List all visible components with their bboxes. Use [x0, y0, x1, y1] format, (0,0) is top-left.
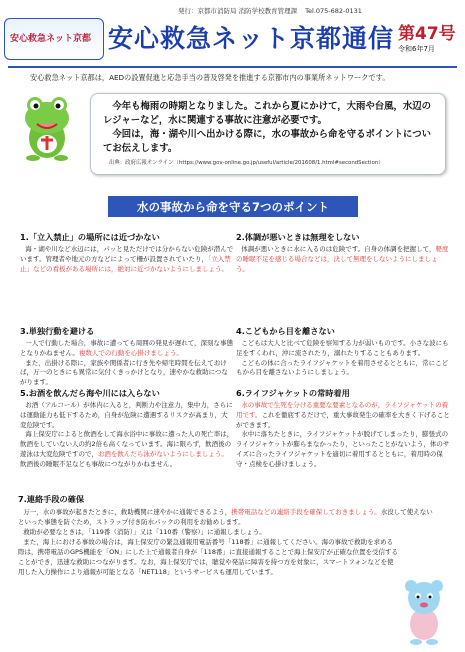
point-7-title: 7.連絡手段の確保	[18, 494, 85, 504]
point-7-highlight: 携帯電話などの連絡手段を確保しておきましょう。	[231, 508, 381, 516]
point-6-title: 6.ライフジャケットの常時着用	[236, 388, 350, 398]
point-6-text-2: 水中に落ちたときに，ライフジャケットが脱げてしまったり，膨張式のライフジャケットが膨らまなかったり，といったことがないよう，体のサイズに合ったライフジャケットを適切に着用するとともに，着用時の保守・点検を心掛けましょう。	[236, 430, 450, 468]
message-box	[90, 93, 446, 175]
issue-number: 第47号	[398, 24, 456, 44]
point-5-body	[20, 430, 234, 469]
point-6-text: これを徹底するだけで，重大事故発生の確率を大きく下げることができます。	[236, 410, 450, 429]
point-7	[18, 494, 438, 577]
point-1-body	[20, 245, 234, 274]
point-5-text-3: 飲酒後の睡眠不足なども事故につながりかねません。	[20, 459, 177, 468]
point-3-text-2: また，出掛ける際に，家族や関係者に行き先や帰宅時間を伝えておけば，万一のときにも異常に気付くきっかけとなり，速やかな救助につながります。	[20, 358, 228, 387]
point-1-text: 海・湖や川など水辺には，パッと見ただけでは分からない危険が潜んでいます。管理者や地元の方などによって柵が設置されていたり，	[20, 245, 234, 263]
point-4-highlight: こどもの体に合ったライフジャケットを着用させるとともに，常にこどもから目を離さないようにしましょう。	[236, 358, 449, 377]
point-2-title: 2.体調が悪いときは無理をしない	[236, 232, 360, 242]
point-3-highlight: 複数人での行動を心掛けましょう。	[78, 348, 183, 357]
point-7-text-3: 救助が必要なときは，「119番（消防）」又は「110番（警察）」に通報しましょう。	[23, 528, 266, 536]
point-5	[20, 388, 234, 470]
point-4-text: こどもは大人と比べて危険を察知する力が弱いものです。小さな波にも足をすくわれ，沖に流されたり，溺れたりすることもあります。	[236, 339, 449, 357]
message-paragraph-1: 今年も梅雨の時期となりました。これから夏にかけて，大雨や台風，水辺のレジャーなど，水に関連する事故に注意が必要です。	[103, 101, 431, 126]
point-4	[236, 326, 450, 378]
point-2-text: 体調が悪いときに水に入るのは危険です。自身の体調を把握して，	[241, 245, 436, 253]
section-banner: 水の事故から命を守る7つのポイント	[108, 196, 358, 217]
point-6-body	[236, 401, 450, 430]
point-2-highlight: 軽度の睡眠不足を感じる場合などは，決して無理をしないようにしましょう。	[236, 245, 449, 273]
publisher-info	[178, 6, 368, 15]
header-divider	[8, 66, 457, 68]
point-7-body	[18, 507, 438, 527]
point-5-text-2: 海上保安庁によると飲酒をして海水浴中に事故に遭った人の死亡率は，飲酒をしていない人の約2倍も高くなっています。海に限らず，飲酒後の遊泳は大変危険ですので，	[20, 430, 234, 458]
publisher-name: 発行：京都市消防局 消防学校教育管理課	[178, 7, 298, 15]
point-7-text-4: また，海上における事故の場合は，海上保安庁の緊急通報用電話番号「118番」に通報してください。海の事故で救助を求める際は，携帯電話のGPS機能を「ON」にした上で通報者自身が「118番」に直接通報することで海上保安庁が正確な位置を受信することができ，迅速な救助につながります。なお，海上保安庁では，聴覚や発話に障害を持つ方を対象に，スマートフォンなどを使用した入力操作により通報が可能となる「NET118」というサービスも運用しています。	[18, 538, 398, 576]
rescue-mascot-icon	[400, 572, 448, 646]
point-2-body	[236, 245, 450, 274]
message-paragraph-2: 今回は，海・湖や川へ出かける際に，水の事故から命を守るポイントについてお伝えします。	[103, 129, 431, 154]
point-1-highlight: 「立入禁止」などの看板がある場所には，絶対に近づかないようにしましょう。	[20, 254, 231, 273]
point-3-text: 一人で行動した場合，事故に遭っても周囲の発見が遅れて，深刻な事態となりかねません。	[20, 339, 234, 357]
point-5-text: お酒（アルコール）が体内に入ると，判断力や注意力，集中力，さらには運動能力も低下するため，自身が危険に遭遇するリスクが高まり，大変危険です。	[20, 401, 233, 429]
point-6-highlight: 水の事故で生死を分ける重要な要素となるのが，ライフジャケットの着用です。	[236, 401, 449, 419]
point-7-text-2: 水没して使えないといった事態を防ぐため，ストラップ付き防水パックの利用をお勧めします。	[18, 508, 433, 526]
point-3	[20, 326, 234, 388]
publisher-tel: Tel.075-682-0131	[305, 7, 362, 15]
newsletter-title: 安心救急ネット京都通信	[108, 24, 395, 53]
logo-text: 安心救急ネット京都	[10, 34, 92, 44]
point-2	[236, 232, 450, 274]
intro-text: 安心救急ネット京都は，AEDの設置促進と応急手当の普及啓発を推進する京都市内の事業所ネットワークです。	[30, 73, 390, 82]
issue-date: 令和6年7月	[398, 45, 435, 53]
point-6	[236, 388, 450, 470]
point-5-highlight: お酒を飲んだら泳がないようにしましょう。	[97, 449, 228, 458]
point-4-title: 4.こどもから目を離さない	[236, 326, 335, 336]
point-7-text: 万一，水の事故が起きたときに，救助機関に速やかに通報できるよう，	[23, 508, 232, 516]
source-citation: 出典：政府広報オンライン（https://www.gov-online.go.jp/useful/article/201608/1.html#secondSection）	[109, 160, 384, 166]
point-3-body	[20, 339, 234, 359]
point-1-title: 1.「立入禁止」の場所には近づかない	[20, 232, 160, 242]
point-5-title: 5.お酒を飲んだら海や川には入らない	[20, 388, 160, 398]
point-1	[20, 232, 234, 274]
point-3-title: 3.単独行動を避ける	[20, 326, 95, 336]
frog-mascot-icon	[18, 88, 76, 162]
